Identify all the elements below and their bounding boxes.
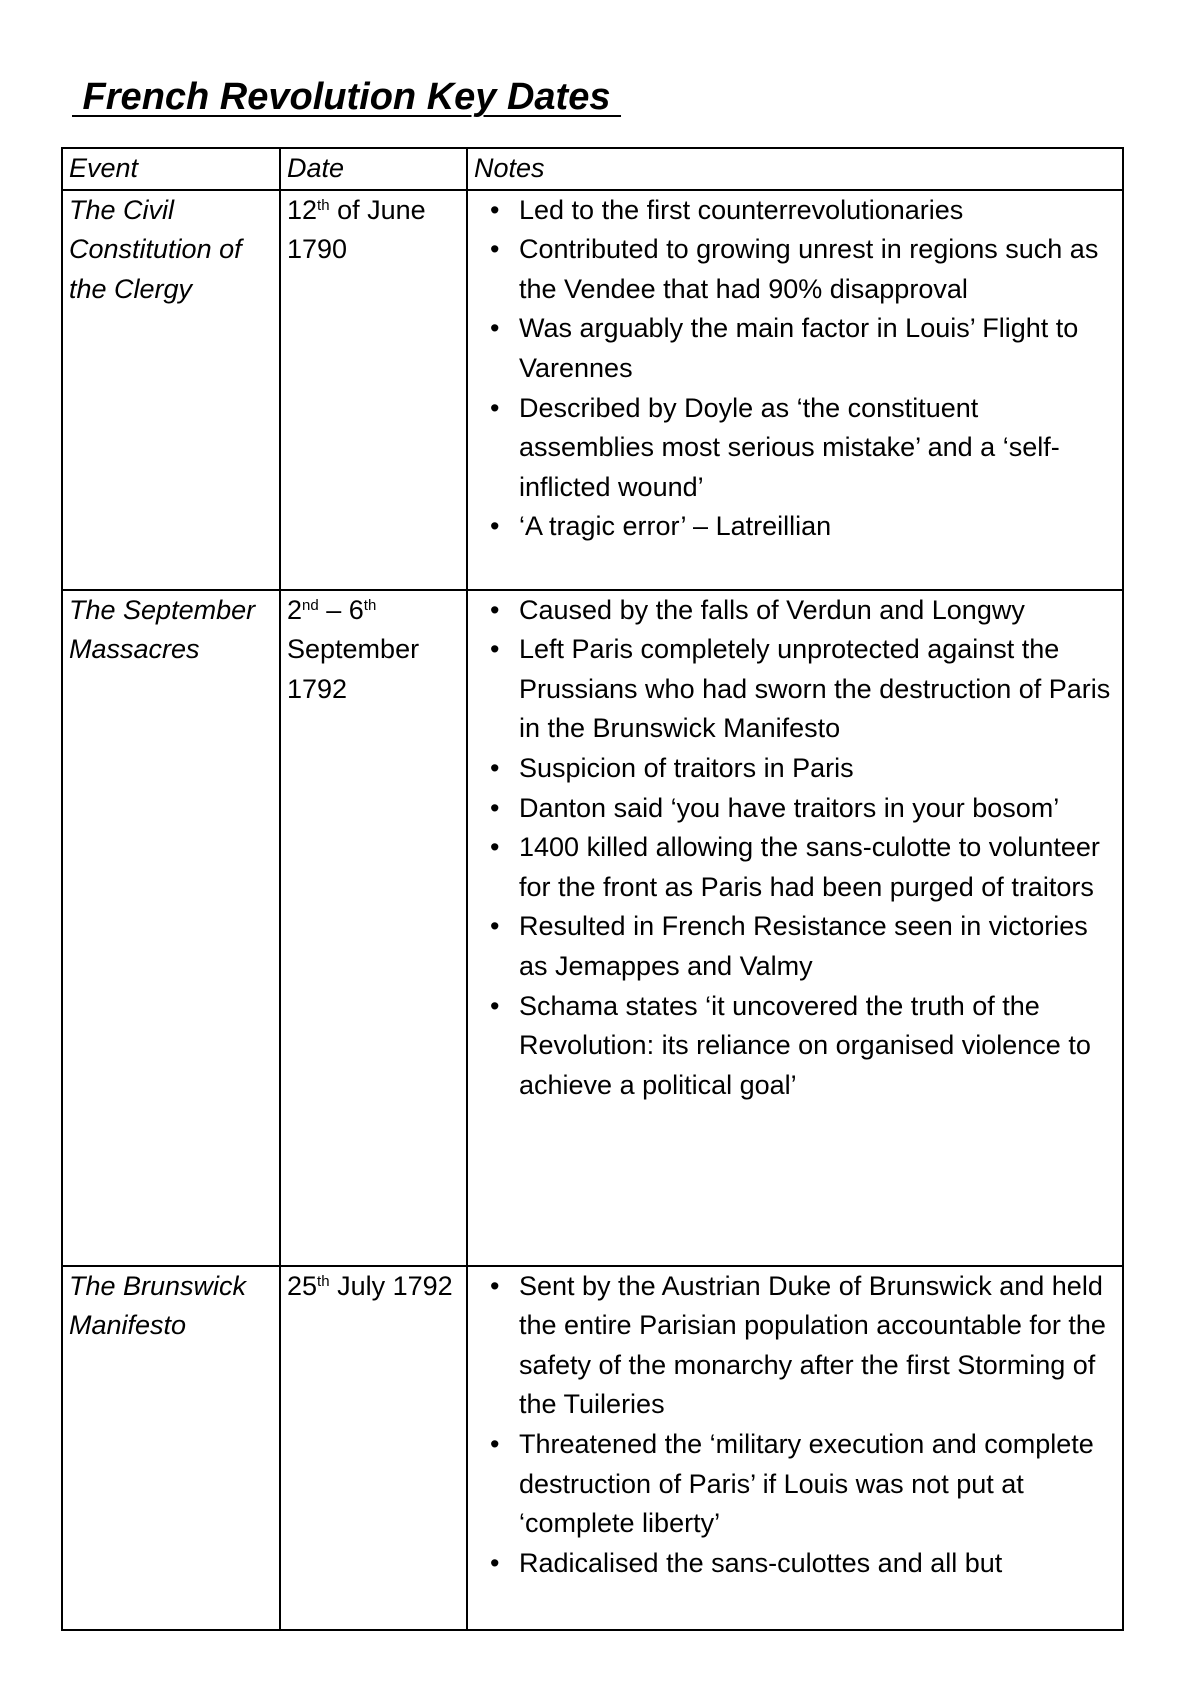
date-rest: September 1792 (287, 634, 420, 704)
note-item: • Described by Doyle as ‘the constituent assemblies most serious mistake’ and a ‘self-inflicted wound’ (474, 389, 1116, 508)
event-cell: The Civil Constitution of the Clergy (62, 190, 280, 590)
header-event: Event (62, 148, 280, 190)
table-row (62, 190, 1123, 590)
note-item: • Sent by the Austrian Duke of Brunswick and held the entire Parisian population accountable for the safety of the monarchy after the first Storming of the Tuileries (474, 1267, 1116, 1425)
date-suffix: th (317, 196, 330, 214)
note-item: • Resulted in French Resistance seen in victories as Jemappes and Valmy (474, 907, 1116, 986)
header-date: Date (280, 148, 467, 190)
notes-cell (467, 1266, 1123, 1630)
date-end-suffix: th (363, 596, 377, 614)
note-item: • Suspicion of traitors in Paris (474, 749, 1116, 789)
date-rest: July 1792 (329, 1270, 453, 1301)
note-item: • Schama states ‘it uncovered the truth of the Revolution: its reliance on organised violence to achieve a political goal’ (474, 987, 1116, 1106)
note-item: • Danton said ‘you have traitors in your bosom’ (474, 789, 1116, 829)
date-start-suffix: nd (302, 596, 319, 614)
date-cell (280, 590, 467, 1266)
note-item: • Caused by the falls of Verdun and Longwy (474, 591, 1116, 631)
date-cell (280, 1266, 467, 1630)
notes-cell (467, 190, 1123, 590)
note-item: • Contributed to growing unrest in regions such as the Vendee that had 90% disapproval (474, 230, 1116, 309)
notes-list (474, 191, 1116, 547)
date-end: 6 (348, 594, 364, 625)
table-header-row (62, 148, 1123, 190)
date-rest: of June 1790 (287, 194, 426, 265)
date-day: 12 (287, 194, 318, 225)
date-cell (280, 190, 467, 590)
note-item: • Left Paris completely unprotected against the Prussians who had sworn the destruction of Paris in the Brunswick Manifesto (474, 630, 1116, 749)
notes-cell (467, 590, 1123, 1266)
note-item: • Radicalised the sans-culottes and all but (474, 1544, 1116, 1584)
table-row (62, 1266, 1123, 1630)
note-item: • Threatened the ‘military execution and complete destruction of Paris’ if Louis was not put at ‘complete liberty’ (474, 1425, 1116, 1544)
event-cell: The Brunswick Manifesto (62, 1266, 280, 1630)
date-day: 25 (287, 1270, 318, 1301)
table-row (62, 590, 1123, 1266)
note-item: • 1400 killed allowing the sans-culotte to volunteer for the front as Paris had been purged of traitors (474, 828, 1116, 907)
notes-list (474, 1267, 1116, 1584)
page-title: French Revolution Key Dates (72, 76, 622, 118)
key-dates-table (61, 147, 1124, 1631)
event-cell: The September Massacres (62, 590, 280, 1266)
note-item: • Led to the first counterrevolutionaries (474, 191, 1116, 231)
header-notes: Notes (467, 148, 1123, 190)
note-item: • ‘A tragic error’ – Latreillian (474, 507, 1116, 547)
notes-list (474, 591, 1116, 1106)
date-dash: – (318, 594, 349, 625)
note-item: • Was arguably the main factor in Louis’ Flight to Varennes (474, 309, 1116, 388)
date-suffix: th (317, 1272, 330, 1290)
date-start: 2 (287, 594, 303, 625)
